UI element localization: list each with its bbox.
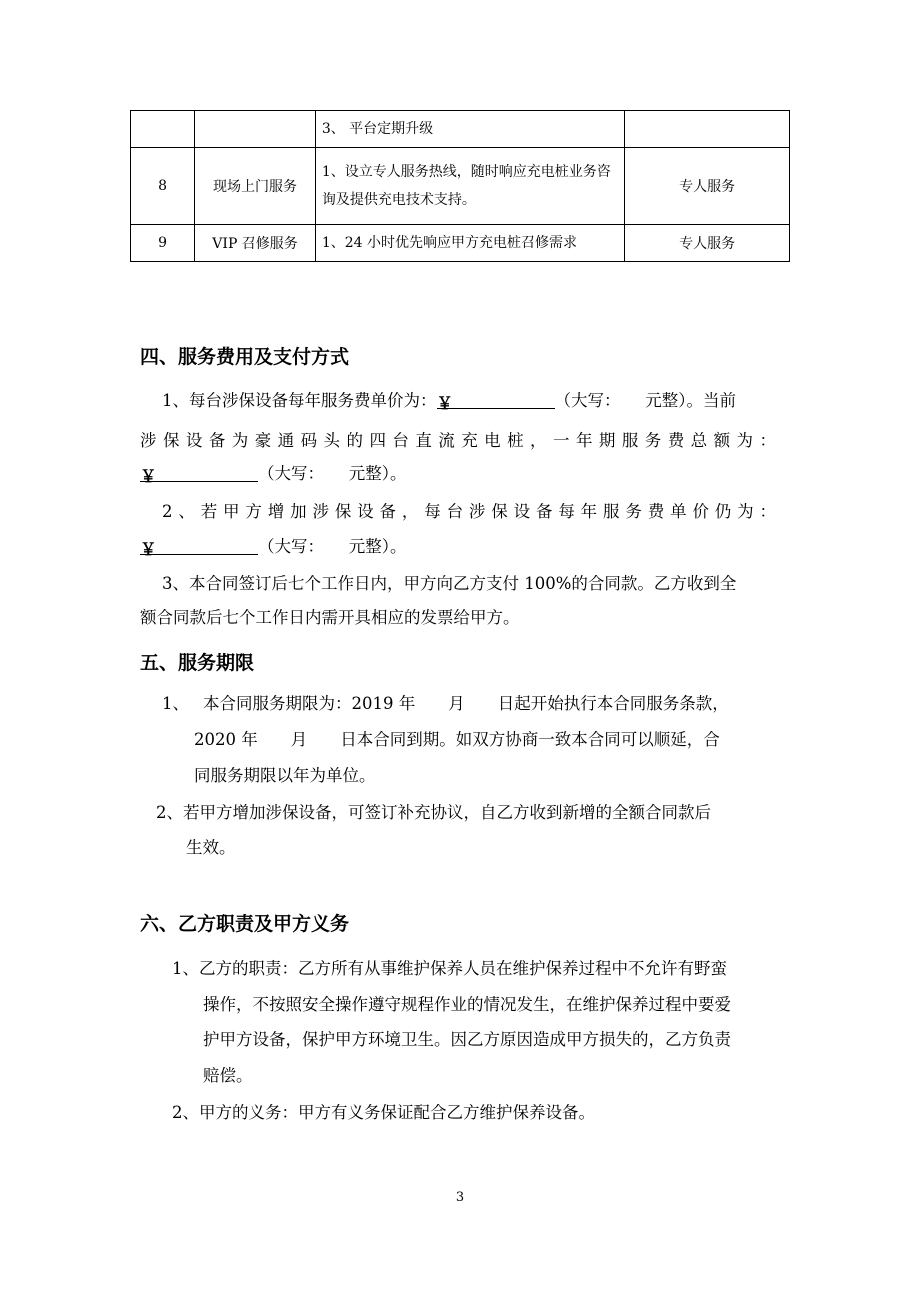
text: （大写： 元整）。 <box>258 464 407 483</box>
service-name: 现场上门服务 <box>195 148 316 225</box>
fill-blank <box>140 463 258 486</box>
section-4-paragraph-1-line-3 <box>140 460 407 484</box>
service-mode: 专人服务 <box>625 225 790 262</box>
text: （大写： 元整）。 <box>258 537 407 556</box>
service-mode <box>625 111 790 148</box>
section-4-paragraph-1-line-2: 涉保设备为豪通码头的四台直流充电桩，一年期服务费总额为： <box>140 431 776 450</box>
yen-symbol: ￥ <box>436 394 453 413</box>
service-table <box>130 110 790 262</box>
section-5-paragraph-2-line-2: 生效。 <box>186 838 236 857</box>
fill-blank <box>140 536 258 559</box>
section-6-paragraph-1-line-4: 赔偿。 <box>203 1066 253 1085</box>
section-4-paragraph-2-line-2 <box>140 533 407 557</box>
text: （大写： 元整）。当前 <box>554 391 736 410</box>
row-number <box>131 111 195 148</box>
section-5-heading: 五、服务期限 <box>140 652 255 674</box>
service-name <box>195 111 316 148</box>
section-6-heading: 六、乙方职责及甲方义务 <box>140 913 350 935</box>
section-5-item-number: 1、 <box>162 694 189 713</box>
section-4-heading: 四、服务费用及支付方式 <box>140 346 350 368</box>
section-5-paragraph-1-line-3: 同服务期限以年为单位。 <box>194 766 376 785</box>
section-4-paragraph-2: 2、若甲方增加涉保设备，每台涉保设备每年服务费单价仍为： <box>162 502 776 521</box>
section-6-paragraph-1: 1、乙方的职责：乙方所有从事维护保养人员在维护保养过程中不允许有野蛮 <box>172 959 727 978</box>
section-5-paragraph-2: 2、若甲方增加涉保设备，可签订补充协议，自乙方收到新增的全额合同款后 <box>156 803 711 822</box>
table-row <box>131 225 790 262</box>
section-4-paragraph-3-line-2: 额合同款后七个工作日内需开具相应的发票给甲方。 <box>140 608 520 627</box>
section-5-paragraph-1-line-2: 2020 年 月 日本合同到期。如双方协商一致本合同可以顺延，合 <box>194 730 720 749</box>
service-content: 3、 平台定期升级 <box>315 111 624 148</box>
table-row <box>131 111 790 148</box>
fill-blank <box>436 390 555 413</box>
page-number: 3 <box>455 1190 465 1205</box>
text: 1、每台涉保设备每年服务费单价为： <box>162 391 437 410</box>
yen-symbol: ￥ <box>140 540 157 559</box>
service-name: VIP 召修服务 <box>195 225 316 262</box>
table-row <box>131 148 790 225</box>
section-4-paragraph-3: 3、本合同签订后七个工作日内，甲方向乙方支付 100%的合同款。乙方收到全 <box>162 574 737 593</box>
service-content: 1、设立专人服务热线，随时响应充电桩业务咨询及提供充电技术支持。 <box>315 148 624 225</box>
section-6-paragraph-1-line-2: 操作，不按照安全操作遵守规程作业的情况发生，在维护保养过程中要爱 <box>203 995 731 1014</box>
section-5-paragraph-1: 本合同服务期限为：2019 年 月 日起开始执行本合同服务条款， <box>203 694 729 713</box>
section-4-paragraph-1 <box>162 387 736 411</box>
section-6-paragraph-2: 2、甲方的义务：甲方有义务保证配合乙方维护保养设备。 <box>172 1103 595 1122</box>
section-6-paragraph-1-line-3: 护甲方设备，保护甲方环境卫生。因乙方原因造成甲方损失的，乙方负责 <box>203 1030 731 1049</box>
service-mode: 专人服务 <box>625 148 790 225</box>
row-number: 9 <box>131 225 195 262</box>
row-number: 8 <box>131 148 195 225</box>
service-content: 1、24 小时优先响应甲方充电桩召修需求 <box>315 225 624 262</box>
yen-symbol: ￥ <box>140 467 157 486</box>
